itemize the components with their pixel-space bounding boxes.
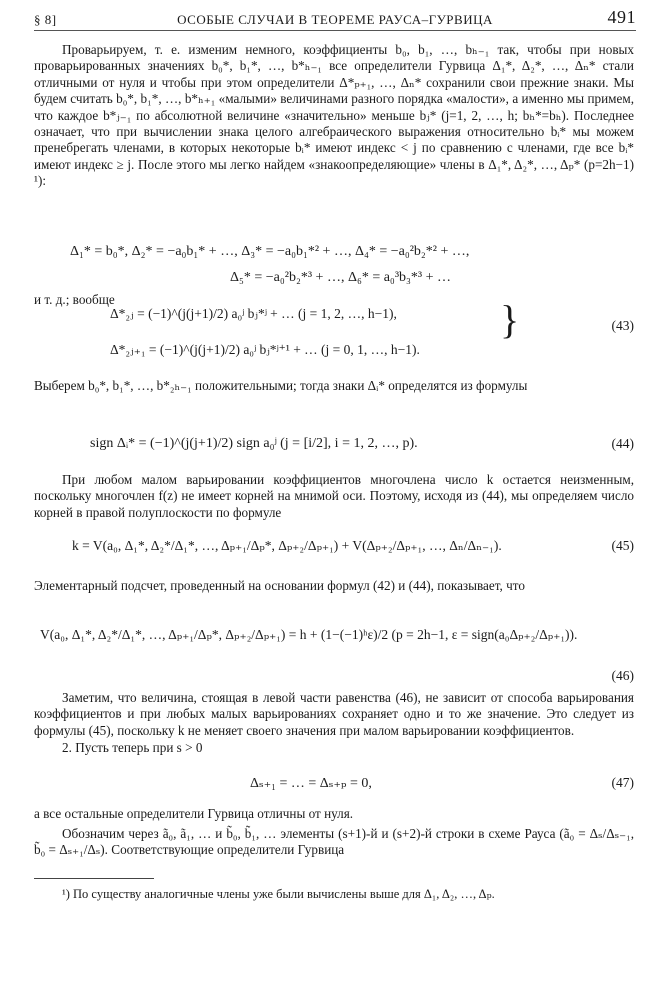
right-brace: }: [500, 297, 520, 342]
paragraph-variation: Проварьируем, т. е. изменим немного, коэффициенты b₀, b₁, …, bₕ₋₁ так, чтобы при новых проварьированных значениях b₀*, b₁*, …, b*ₕ₋₁ все определители Гурвица Δ₁*, Δ₂*, …, Δₙ* стали отличными от нуля и чтобы при этом определители Δ*ₚ₊₁, …, Δₙ* сохранили свои прежние знаки. Мы будем считать b₀*, b₁*, …, b*ₕ₊₁ «малыми» величинами разного порядка «малости», а именно мы примем, что каждое b*ⱼ₋₁ по абсолютной величине «значительно» меньше bⱼ* (j=1, 2, …, h; bₕ*=bₕ). Последнее означает, что при вычислении знака целого алгебраического выражения относительно bᵢ* мы можем пренебрегать членами, в которых некоторые bᵢ* имеют индекс < j по сравнению с членами, где все bᵢ* имеют индекс ≥ j. После этого мы легко найдем «знакоопределяющие» члены в Δ₁*, Δ₂*, …, Δₚ* (p=2h−1) ¹):: [34, 42, 634, 189]
equation-43-odd: Δ*₂ⱼ₊₁ = (−1)^(j(j+1)/2) a₀ʲ bⱼ*ʲ⁺¹ + … (j = 0, 1, …, h−1).: [110, 342, 420, 357]
running-header: [34, 6, 636, 31]
equation-44: sign Δᵢ* = (−1)^(j(j+1)/2) sign a₀ʲ (j = [i/2], i = 1, 2, …, p).: [90, 436, 418, 451]
equation-delta-second-row: Δ₅* = −a₀²b₂*³ + …, Δ₆* = a₀³b₃*³ + …: [230, 270, 451, 285]
paragraph-choose-positive: Выберем b₀*, b₁*, …, b*₂ₕ₋₁ положительными; тогда знаки Δᵢ* определятся из формулы: [34, 378, 528, 393]
equation-45: k = V(a₀, Δ₁*, Δ₂*/Δ₁*, …, Δₚ₊₁/Δₚ*, Δₚ₊₂/Δₚ₊₁) + V(Δₚ₊₂/Δₚ₊₁, …, Δₙ/Δₙ₋₁).: [72, 538, 502, 553]
paragraph-case-two: 2. Пусть теперь при s > 0: [62, 740, 203, 755]
paragraph-and-so-on: и т. д.; вообще: [34, 292, 115, 307]
running-title: ОСОБЫЕ СЛУЧАИ В ТЕОРЕМЕ РАУСА–ГУРВИЦА: [177, 12, 493, 27]
equation-number-43: (43): [611, 318, 634, 333]
equation-43-even: Δ*₂ⱼ = (−1)^(j(j+1)/2) a₀ʲ bⱼ*ʲ + … (j = 1, 2, …, h−1),: [110, 306, 397, 321]
footnote: ¹) По существу аналогичные члены уже были вычислены выше для Δ₁, Δ₂, …, Δₚ.: [62, 887, 495, 901]
paragraph-routh-notation: Обозначим через ã₀, ã₁, … и b̃₀, b̃₁, … элементы (s+1)-й и (s+2)-й строки в схеме Рауса (ã₀ = Δₛ/Δₛ₋₁, b̃₀ = Δₛ₊₁/Δₛ). Соответствующие определители Гурвица: [34, 826, 634, 858]
paragraph-remark: Заметим, что величина, стоящая в левой части равенства (46), не зависит от способа варьирования коэффициентов и при любых малых варьированиях сохраняет одно и то же значение. Это следует из формулы (45), поскольку k не меняет своего значения при малом варьировании коэффициентов.: [34, 690, 634, 738]
equation-47: Δₛ₊₁ = … = Δₛ₊ₚ = 0,: [250, 776, 372, 791]
paragraph-other-nonzero: а все остальные определители Гурвица отличны от нуля.: [34, 806, 354, 821]
equation-number-45: (45): [611, 538, 634, 553]
paragraph-elementary-count: Элементарный подсчет, проведенный на основании формул (42) и (44), показывает, что: [34, 578, 525, 593]
section-mark: § 8]: [34, 12, 57, 27]
equation-46: V(a₀, Δ₁*, Δ₂*/Δ₁*, …, Δₚ₊₁/Δₚ*, Δₚ₊₂/Δₚ₊₁) = h + (1−(−1)ʰε)/2 (p = 2h−1, ε = sign(a₀Δₚ₊₂/Δₚ₊₁)).: [40, 627, 578, 642]
equation-delta-first-row: Δ₁* = b₀*, Δ₂* = −a₀b₁* + …, Δ₃* = −a₀b₁*² + …, Δ₄* = −a₀²b₂*² + …,: [70, 244, 470, 259]
page-number: 491: [607, 7, 636, 27]
equation-number-47: (47): [611, 775, 634, 790]
equation-number-46: (46): [611, 668, 634, 683]
paragraph-root-count: При любом малом варьировании коэффициентов многочлена число k остается неизменным, поскольку многочлен f(z) не имеет корней на мнимой оси. Поэтому, исходя из (44), мы определяем число корней в правой полуплоскости по формуле: [34, 472, 634, 520]
footnote-rule: [34, 878, 154, 879]
equation-number-44: (44): [611, 436, 634, 451]
